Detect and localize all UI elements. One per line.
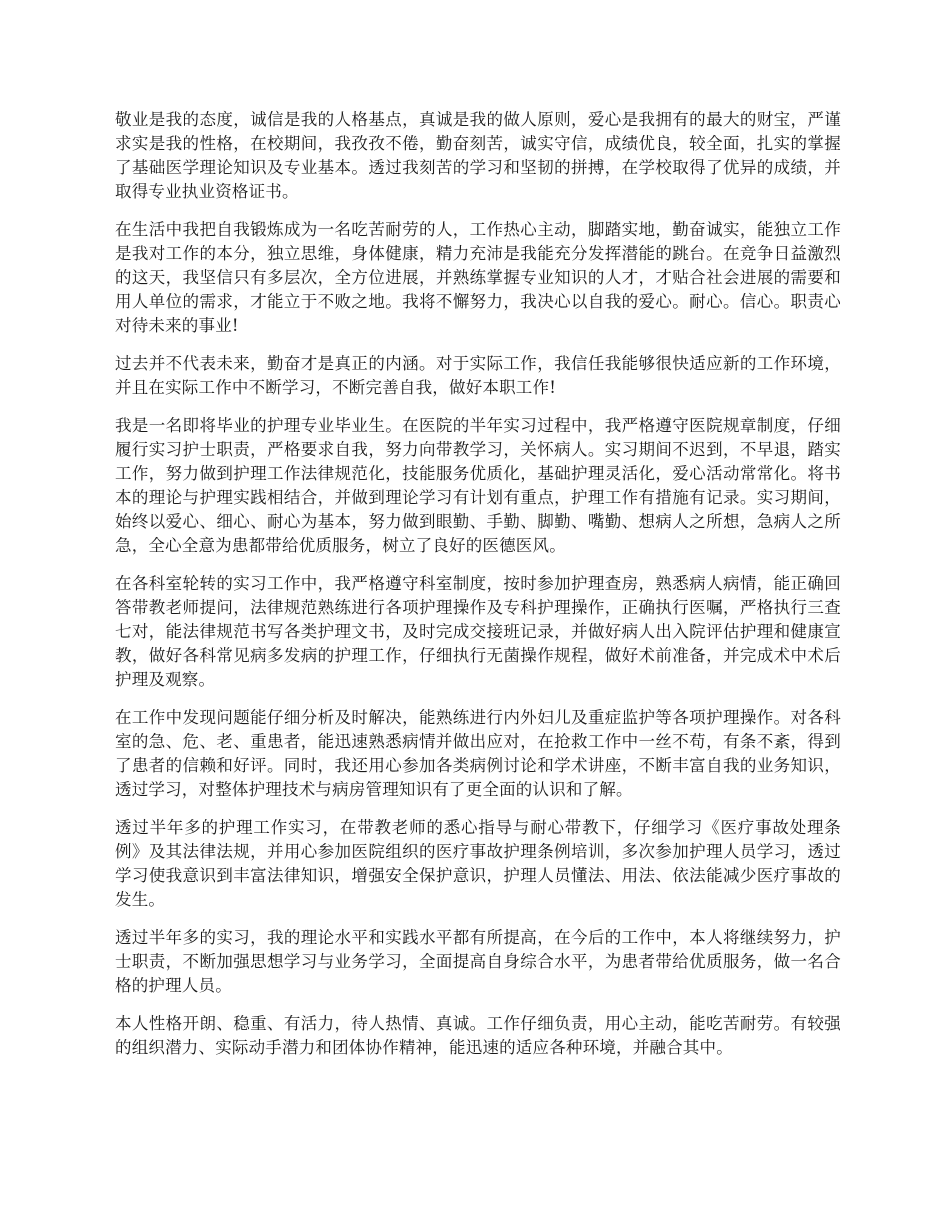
paragraph-3: 过去并不代表未来，勤奋才是真正的内涵。对于实际工作，我信任我能够很快适应新的工作环境，并且在实际工作中不断学习，不断完善自我，做好本职工作! <box>115 354 841 397</box>
paragraph-2: 在生活中我把自我锻炼成为一名吃苦耐劳的人，工作热心主动，脚踏实地，勤奋诚实，能独立工作是我对工作的本分，独立思维，身体健康，精力充沛是我能充分发挥潜能的跳台。在竞争日益激烈的这天，我坚信只有多层次，全方位进展，并熟练掌握专业知识的人才，才贴合社会进展的需要和用人单位的需求，才能立于不败之地。我将不懈努力，我决心以自我的爱心。耐心。信心。职责心对待未来的事业! <box>115 220 841 335</box>
document-body <box>115 108 841 1074</box>
paragraph-7: 透过半年多的护理工作实习，在带教老师的悉心指导与耐心带教下，仔细学习《医疗事故处理条例》及其法律法规，并用心参加医院组织的医疗事故护理条例培训，多次参加护理人员学习，透过学习使我意识到丰富法律知识，增强安全保护意识，护理人员懂法、用法、依法能减少医疗事故的发生。 <box>115 818 841 909</box>
paragraph-6: 在工作中发现问题能仔细分析及时解决，能熟练进行内外妇儿及重症监护等各项护理操作。对各科室的急、危、老、重患者，能迅速熟悉病情并做出应对，在抢救工作中一丝不苟，有条不紊，得到了患者的信赖和好评。同时，我还用心参加各类病例讨论和学术讲座，不断丰富自我的业务知识，透过学习，对整体护理技术与病房管理知识有了更全面的认识和了解。 <box>115 708 841 799</box>
paragraph-8: 透过半年多的实习，我的理论水平和实践水平都有所提高，在今后的工作中，本人将继续努力，护士职责，不断加强思想学习与业务学习，全面提高自身综合水平，为患者带给优质服务，做一名合格的护理人员。 <box>115 928 841 995</box>
paragraph-5: 在各科室轮转的实习工作中，我严格遵守科室制度，按时参加护理查房，熟悉病人病情，能正确回答带教老师提问，法律规范熟练进行各项护理操作及专科护理操作，正确执行医嘱，严格执行三查七对，能法律规范书写各类护理文书，及时完成交接班记录，并做好病人出入院评估护理和健康宣教，做好各科常见病多发病的护理工作，仔细执行无菌操作规程，做好术前准备，并完成术中术后护理及观察。 <box>115 574 841 689</box>
paragraph-1: 敬业是我的态度，诚信是我的人格基点，真诚是我的做人原则，爱心是我拥有的最大的财宝，严谨求实是我的性格，在校期间，我孜孜不倦，勤奋刻苦，诚实守信，成绩优良，较全面，扎实的掌握了基础医学理论知识及专业基本。透过我刻苦的学习和坚韧的拼搏，在学校取得了优异的成绩，并取得专业执业资格证书。 <box>115 110 841 201</box>
paragraph-4: 我是一名即将毕业的护理专业毕业生。在医院的半年实习过程中，我严格遵守医院规章制度，仔细履行实习护士职责，严格要求自我，努力向带教学习，关怀病人。实习期间不迟到，不早退，踏实工作，努力做到护理工作法律规范化，技能服务优质化，基础护理灵活化，爱心活动常常化。将书本的理论与护理实践相结合，并做到理论学习有计划有重点，护理工作有措施有记录。实习期间，始终以爱心、细心、耐心为基本，努力做到眼勤、手勤、脚勤、嘴勤、想病人之所想，急病人之所急，全心全意为患都带给优质服务，树立了良好的医德医风。 <box>115 416 841 555</box>
paragraph-9: 本人性格开朗、稳重、有活力，待人热情、真诚。工作仔细负责，用心主动，能吃苦耐劳。有较强的组织潜力、实际动手潜力和团体协作精神，能迅速的适应各种环境，并融合其中。 <box>115 1014 841 1057</box>
